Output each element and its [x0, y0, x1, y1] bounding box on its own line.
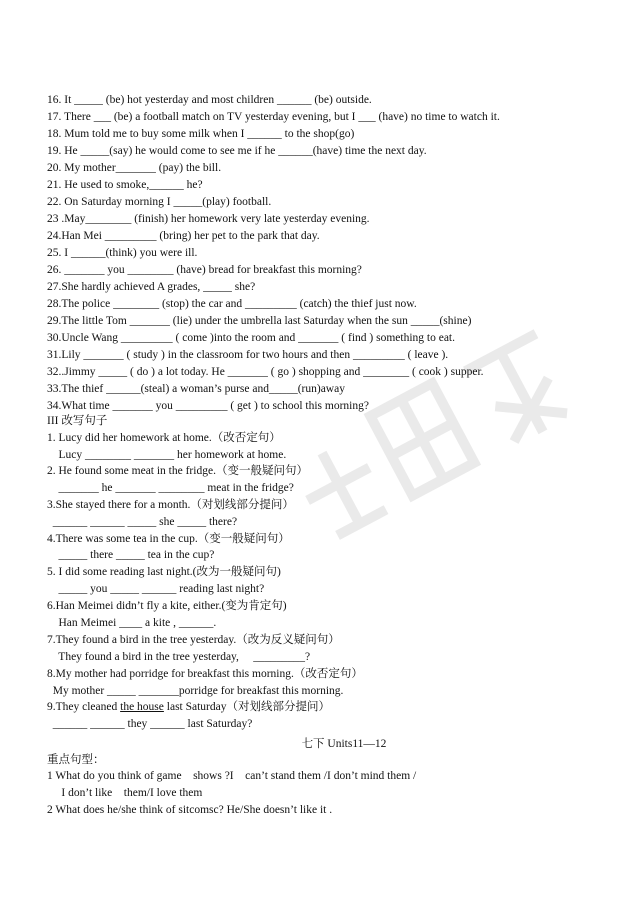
text-line: 24.Han Mei _________ (bring) her pet to the park that day. [47, 230, 320, 242]
text-line: III 改写句子 [47, 415, 108, 427]
text-line: 33.The thief ______(steal) a woman’s purse and_____(run)away [47, 383, 345, 395]
text-line: 16. It _____ (be) hot yesterday and most children ______ (be) outside. [47, 94, 372, 106]
underlined-phrase: the house [120, 701, 164, 713]
text-line: 25. I ______(think) you were ill. [47, 247, 198, 259]
text-line: ______ ______ _____ she _____ there? [47, 516, 238, 528]
text-line: 28.The police ________ (stop) the car and _________ (catch) the thief just now. [47, 298, 417, 310]
text-line: 32..Jimmy _____ ( do ) a lot today. He _______ ( go ) shopping and ________ ( cook ) supper. [47, 366, 484, 378]
text-line: _____ there _____ tea in the cup? [47, 549, 215, 561]
text-line: My mother _____ _______porridge for breakfast this morning. [47, 685, 344, 697]
text-line: 8.My mother had porridge for breakfast this morning.（改否定句） [47, 668, 363, 680]
text-line: 23 .May________ (finish) her homework very late yesterday evening. [47, 213, 370, 225]
text-line: 18. Mum told me to buy some milk when I ______ to the shop(go) [47, 128, 355, 140]
text-line: 26. _______ you ________ (have) bread for breakfast this morning? [47, 264, 362, 276]
text-line: _____ you _____ ______ reading last night? [47, 583, 265, 595]
text-line: 34.What time _______ you _________ ( get ) to school this morning? [47, 400, 369, 412]
text-line: 17. There ___ (be) a football match on TV yesterday evening, but I ___ (have) no time to watch it. [47, 111, 500, 123]
text-line: 19. He _____(say) he would come to see me if he ______(have) time the next day. [47, 145, 427, 157]
line-text: last Saturday（对划线部分提问） [163, 701, 330, 713]
text-line: 1 What do you think of game shows ?I can’t stand them /I don’t mind them / [47, 770, 417, 782]
text-line: They found a bird in the tree yesterday, _________? [47, 651, 311, 663]
text-line: 6.Han Meimei didn’t fly a kite, either.(变为肯定句) [47, 600, 287, 612]
text-line: 30.Uncle Wang _________ ( come )into the room and _______ ( find ) something to eat. [47, 332, 455, 344]
text-line: 七下 Units11—12 [301, 738, 387, 750]
text-line: 7.They found a bird in the tree yesterday.（改为反义疑问句） [47, 634, 340, 646]
text-line: 22. On Saturday morning I _____(play) football. [47, 196, 272, 208]
text-line: 3.She stayed there for a month.（对划线部分提问） [47, 499, 294, 511]
text-line: 5. I did some reading last night.(改为一般疑问句) [47, 566, 281, 578]
text-line: _______ he _______ ________ meat in the fridge? [47, 482, 294, 494]
text-line: 20. My mother_______ (pay) the bill. [47, 162, 222, 174]
text-line: 29.The little Tom _______ (lie) under the umbrella last Saturday when the sun _____(shine) [47, 315, 472, 327]
text-line: 31.Lily _______ ( study ) in the classroom for two hours and then _________ ( leave ). [47, 349, 449, 361]
text-line: 2. He found some meat in the fridge.（变一般疑问句） [47, 465, 308, 477]
text-line: I don’t like them/I love them [47, 787, 203, 799]
text-line [47, 700, 330, 714]
text-line: 21. He used to smoke,______ he? [47, 179, 203, 191]
text-line: Lucy ________ _______ her homework at home. [47, 449, 287, 461]
text-line: Han Meimei ____ a kite , ______. [47, 617, 217, 629]
text-line: 4.There was some tea in the cup.（变一般疑问句） [47, 533, 290, 545]
text-line: 重点句型： [47, 754, 105, 766]
text-line: 1. Lucy did her homework at home.（改否定句） [47, 432, 281, 444]
text-line: 2 What does he/she think of sitcomsc? He/She doesn’t like it . [47, 804, 333, 816]
text-line: ______ ______ they ______ last Saturday? [47, 718, 253, 730]
text-line: 27.She hardly achieved A grades, _____ she? [47, 281, 256, 293]
line-text: 9.They cleaned [47, 701, 121, 713]
